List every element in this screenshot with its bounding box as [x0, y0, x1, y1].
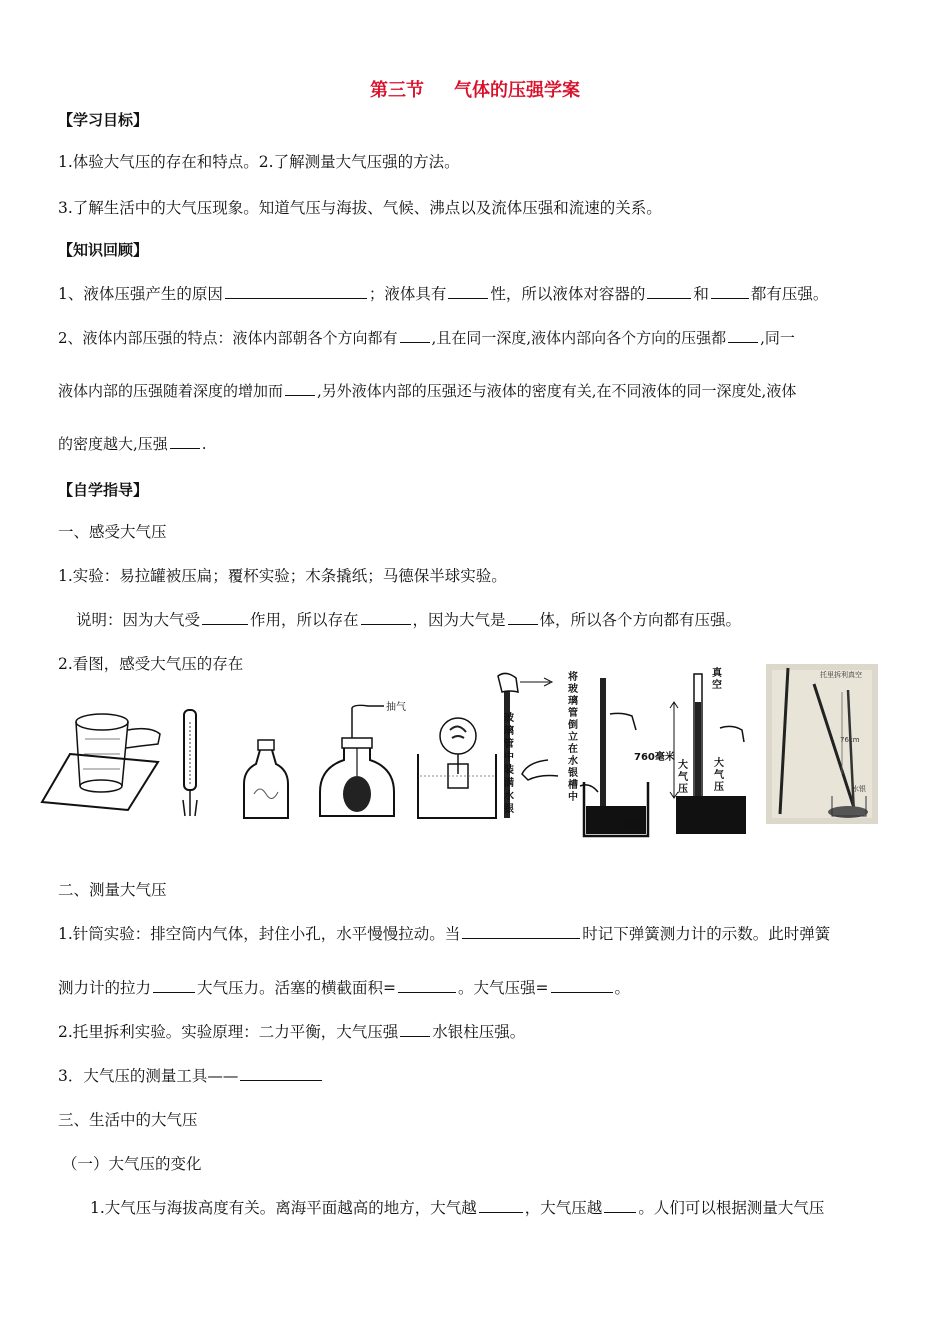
blank[interactable]: [170, 434, 200, 449]
blank[interactable]: [479, 1198, 523, 1213]
part3-sub1: （一）大气压的变化: [62, 1155, 202, 1173]
torricelli-step1-figure: [488, 670, 568, 820]
blank[interactable]: [508, 610, 538, 625]
review-q2-line3: 的密度越大,压强 .: [58, 435, 207, 453]
heading-goals: 【学习目标】: [58, 111, 149, 129]
blank[interactable]: [462, 924, 580, 939]
tube-invert-label: 将玻璃管倒立在水银槽中: [568, 672, 578, 803]
blank[interactable]: [285, 381, 315, 396]
review-q2-line2: 液体内部的压强随着深度的增加而 ,另外液体内部的压强还与液体的密度有关,在不同液体的同一深度处,液体: [58, 382, 797, 400]
measuring-tool: 3．大气压的测量工具——: [58, 1066, 900, 1086]
atm-label-left: 大气压: [678, 760, 688, 795]
photo-mid-label: 76cm: [840, 736, 860, 744]
part3-heading: 三、生活中的大气压: [58, 1111, 198, 1129]
part2-heading: 二、测量大气压: [58, 881, 167, 899]
altitude-line: 1.大气压与海拔高度有关。离海平面越高的地方，大气越 ，大气压越 。人们可以根据测量大气压: [90, 1199, 825, 1217]
cup-experiment-figure: [40, 704, 170, 814]
heading-guide: 【自学指导】: [58, 481, 149, 499]
section-title: 气体的压强学案: [454, 80, 580, 101]
blank[interactable]: [448, 284, 488, 299]
mercury-label: 水银: [620, 820, 640, 831]
blank[interactable]: [711, 284, 749, 299]
part1-experiments: 1.实验：易拉罐被压扁；覆杯实验；木条撬纸；马德保半球实验。: [58, 567, 507, 585]
part1-look: 2.看图，感受大气压的存在: [58, 655, 244, 673]
blank[interactable]: [361, 610, 411, 625]
bottle-figure: [240, 738, 292, 822]
review-q1: 1、液体压强产生的原因 ；液体具有 性，所以液体对容器的 和 都有压强。: [58, 285, 829, 303]
blank[interactable]: [551, 978, 613, 993]
blank[interactable]: [225, 284, 367, 299]
beaker-plant-figure: [410, 714, 500, 824]
goal-line-2: 3.了解生活中的大气压现象。知道气压与海拔、气候、沸点以及流体压强和流速的关系。: [58, 199, 662, 217]
torricelli-photo: [766, 664, 878, 824]
blank[interactable]: [398, 978, 456, 993]
heading-review: 【知识回顾】: [58, 241, 149, 259]
blank[interactable]: [647, 284, 691, 299]
photo-bottom-label: 水银: [852, 785, 866, 793]
syringe-line-2: 测力计的拉力 大气压力。活塞的横截面积= 。大气压强= 。: [58, 979, 631, 997]
vacuum-label: 真空: [712, 668, 722, 691]
syringe-line-1: 1.针筒实验：排空筒内气体，封住小孔，水平慢慢拉动。当 时记下弹簧测力计的示数。此时弹簧: [58, 925, 831, 943]
part1-explain: 说明：因为大气受 作用，所以存在 ，因为大气是 体，所以各个方向都有压强。: [76, 611, 742, 629]
flask-balloon-figure: [312, 704, 412, 824]
section-number: 第三节: [370, 80, 424, 101]
photo-top-label: 托里拆利真空: [820, 671, 862, 679]
review-q2-line1: 2、液体内部压强的特点：液体内部朝各个方向都有 ,且在同一深度,液体内部向各个方向的压强都 ,同一: [58, 329, 795, 347]
atm-label-right: 大气压: [714, 758, 724, 793]
blank[interactable]: [604, 1198, 636, 1213]
blank[interactable]: [400, 328, 430, 343]
page-title: [0, 76, 950, 102]
blank[interactable]: [153, 978, 195, 993]
tube-figure: [175, 708, 205, 820]
height-label: 760毫米: [634, 752, 675, 763]
tube-full-label: 玻璃管中装满水银: [504, 713, 514, 815]
blank[interactable]: [400, 1022, 430, 1037]
blank[interactable]: [728, 328, 758, 343]
pump-label: 抽气: [386, 702, 406, 713]
goal-line-1: 1.体验大气压的存在和特点。2.了解测量大气压强的方法。: [58, 153, 460, 171]
blank[interactable]: [240, 1066, 322, 1081]
blank[interactable]: [202, 610, 248, 625]
figure-row: [40, 664, 900, 834]
part1-heading: 一、感受大气压: [58, 523, 167, 541]
torricelli-principle: 2.托里拆利实验。实验原理：二力平衡，大气压强 水银柱压强。: [58, 1023, 526, 1041]
